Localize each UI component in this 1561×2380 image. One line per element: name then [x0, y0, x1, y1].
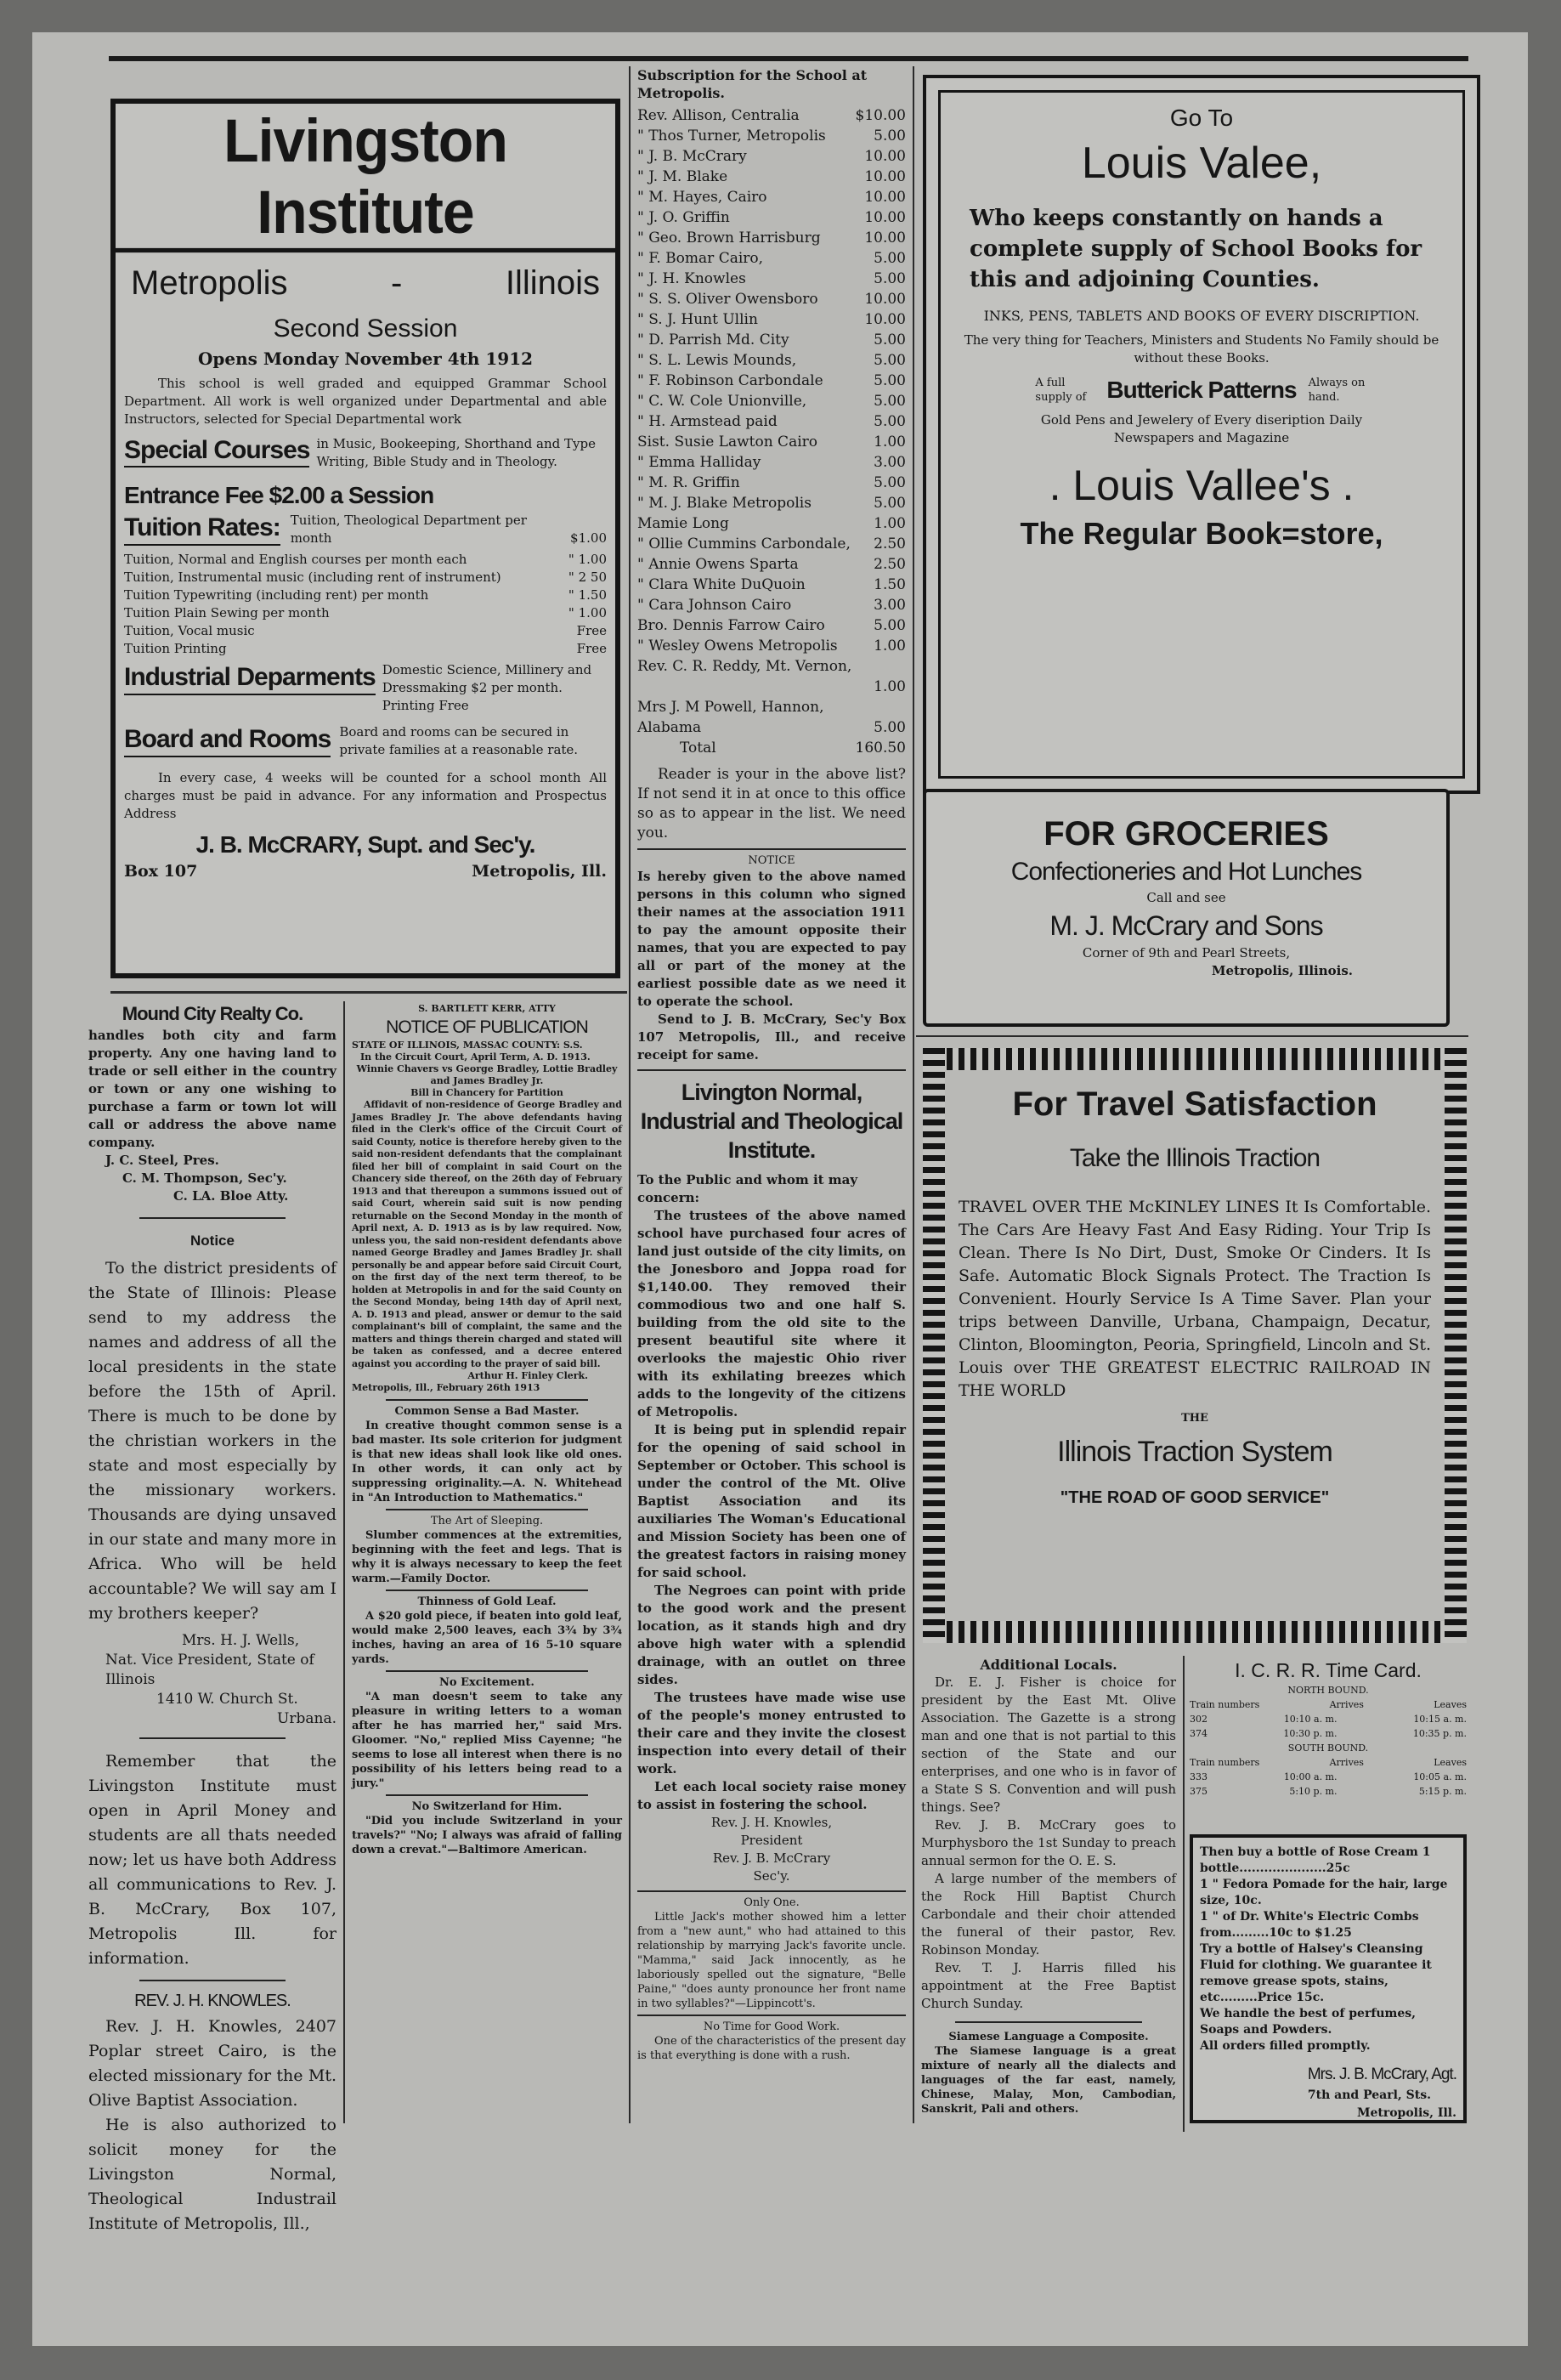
subscription-row: [637, 595, 906, 615]
subscriber-name: " Wesley Owens Metropolis: [637, 638, 838, 654]
zigzag-border: [1445, 1048, 1467, 1643]
column-rule: [629, 66, 631, 2123]
knowles-text: Rev. J. H. Knowles, 2407 Poplar street Cairo, is the elected missionary for the Mt. Olive Baptist Association.: [88, 2017, 337, 2110]
travel-slogan: "THE ROAD OF GOOD SERVICE": [1060, 1488, 1330, 1507]
normal-intro: To the Public and whom it may concern:: [637, 1172, 858, 1205]
groceries-call: Call and see: [1146, 890, 1226, 905]
ad-box: Box 107: [124, 862, 198, 881]
subscriber-amount: 10.00: [864, 189, 906, 206]
rate-label: Tuition Printing: [124, 641, 227, 656]
timecard-row: [1190, 1770, 1467, 1784]
subscriber-name: Rev. Allison, Centralia: [637, 107, 800, 124]
mound-text: handles both city and farm property. Any one having land to trade or sell either in the country or town or any one wishing to purchase a farm or town lot will call or address the above name company.: [88, 1028, 337, 1150]
timecard-col: Arrives: [1329, 1699, 1364, 1710]
subscription-row: [637, 228, 906, 248]
subscription-row: [637, 167, 906, 187]
ad-title: Livingston Institute: [116, 105, 615, 252]
normal-text2: It is being put in splendid repair for the opening of said school in September or October. This school is under the control of the Mt. Olive Baptist Association and its auxiliaries The Woman's Educational and Mission Society has been one of the greatest factors in raising money for said school.: [637, 1422, 906, 1580]
top-rule: [109, 56, 1468, 61]
groceries-ad: [923, 789, 1450, 1027]
notice-left-text: To the district presidents of the State of Illinois: Please send to my address the names and address of all the local presidents in the state before the 15th of April. There is much to be done by the christian workers in the state and most especially by the missionary workers. Thousands are dying unsaved in our state and many more in Africa. Who will be held accountable? We will say am I my brothers keeper?: [88, 1259, 337, 1623]
session-heading: Second Session: [273, 314, 458, 343]
subscriber-name: " S. J. Hunt Ullin: [637, 311, 758, 328]
siamese-text: The Siamese language is a great mixture of nearly all the dialects and languages of the far east, namely, Chinese, Malay, Mon, Cambodian, Sanskrit, Pali and others.: [921, 2045, 1176, 2116]
subscriber-name: " Annie Owens Sparta: [637, 556, 799, 573]
groceries-city: Metropolis, Illinois.: [1211, 963, 1353, 978]
board-text: Board and rooms can be secured in private families at a reasonable rate.: [339, 724, 579, 757]
industrial-heading: Industrial Deparments: [124, 661, 376, 695]
timecard-row: [1190, 1712, 1467, 1726]
tuition-theology: Tuition, Theological Department per month: [290, 513, 527, 546]
timecard-cell: Leaves: [1434, 1757, 1467, 1768]
notice-send: Send to J. B. McCrary, Sec'y Box 107 Metropolis, Ill., and receive receipt for same.: [637, 1012, 906, 1062]
subscriber-name: " F. Robinson Carbondale: [637, 372, 823, 389]
rate-price: " 2 50: [568, 570, 607, 585]
subscriber-name: " J. B. McCrary: [637, 148, 747, 165]
subscriber-amount: 5.00: [874, 617, 906, 634]
left-column: [88, 1001, 337, 2236]
pub-body: Affidavit of non-residence of George Bradley and James Bradley Jr. The above defendants having filed in the Clerk's office of the Circuit Court of said County, notice is therefore hereby given to the said non-resident defendants that the complainant filed her bill of complaint in said Court on the Chancery side thereof, on the 26th day of February 1913 and that thereupon a summons issued out of said Court, wherein said suit is now pending returnable on the Second Monday in the month of April next, A. D. 1913 as is by law required. Now, unless you, the said non-resident defendants above named George Bradley and James Bradley Jr. shall personally be and appear before said Circuit Court, on the first day of the next term thereof, to be holden at Metropolis in and for the said County on the Second Monday, being 14th day of April next, A. D. 1913 and plead, answer or demur to the said complainant's bill of complaint, the same and the matters and things therein charged and stated will be taken as confessed, and a decree entered against you according to the prayer of said bill.: [352, 1099, 622, 1369]
valee-always: Always on hand.: [1308, 377, 1366, 404]
livingston-institute-ad: [110, 99, 620, 978]
rate-price: " 1.00: [568, 605, 607, 620]
subscriber-name: " J. H. Knowles: [637, 270, 746, 287]
zigzag-border: [923, 1048, 945, 1643]
notime-heading: No Time for Good Work.: [703, 2020, 840, 2033]
special-text: in Music, Bookeeping, Shorthand and Type Writing, Bible Study and in Theology.: [316, 436, 596, 469]
timecard-col: Train numbers: [1190, 1699, 1260, 1710]
subscriber-name: " Clara White DuQuoin: [637, 576, 806, 593]
notice-text: Is hereby given to the above named persons in this column who signed their names at the association 1911 to pay the amount opposite their names, that you are expected to pay all or part of the money at the earliest possible date as we need it to operate the school.: [637, 869, 906, 1009]
subscriber-name: " S. S. Oliver Owensboro: [637, 291, 818, 308]
rose-city: Metropolis, Ill.: [1356, 2106, 1456, 2120]
subscription-row: [637, 697, 906, 738]
timecard-cell: 302: [1190, 1714, 1208, 1725]
pub-clerk: Arthur H. Finley Clerk.: [467, 1370, 588, 1381]
normal-sig1: Rev. J. H. Knowles,: [710, 1815, 833, 1830]
normal-sig2: President: [740, 1833, 803, 1848]
normal-text: The trustees of the above named school have purchased four acres of land just outside of the city limits, on the Jonesboro and Joppa road for $1,140.00. They removed their commodious two and one half S. building from the old site to the present beautiful site where it overlooks the majestic Ohio river with its exhilating breezes which adds to the longevity of the citizens of Metropolis.: [637, 1208, 906, 1420]
industrial-row: [124, 661, 607, 715]
remember-text: Remember that the Livingston Institute must open in April Money and students are all thats needed now; let us have both Address all communications to Rev. J. B. McCrary, Box 107, Metropolis Ill. for information.: [88, 1752, 337, 1968]
time-card: [1190, 1658, 1467, 1799]
groceries-name: M. J. McCrary and Sons: [1049, 910, 1323, 941]
rate-row: [124, 569, 607, 586]
city-right: Illinois: [505, 264, 600, 302]
subscriber-name: " Geo. Brown Harrisburg: [637, 230, 821, 246]
subscription-row: [637, 615, 906, 636]
notice-left-sig4: Urbana.: [277, 1710, 337, 1727]
siamese-heading: Siamese Language a Composite.: [948, 2031, 1149, 2043]
pub-bill: Bill in Chancery for Partition: [410, 1087, 563, 1098]
subscriber-amount: 5.00: [874, 474, 906, 491]
rate-label: Tuition, Instrumental music (including rent of instrument): [124, 570, 501, 585]
valee-patterns: Butterick Patterns: [1106, 377, 1297, 403]
subscriber-name: " C. W. Cole Unionville,: [637, 393, 807, 410]
rose-addr: 7th and Pearl, Sts.: [1307, 2088, 1431, 2102]
timecard-cell: 10:15 a. m.: [1413, 1714, 1467, 1725]
subscriber-amount: 1.00: [874, 515, 906, 532]
pub-heading: NOTICE OF PUBLICATION: [386, 1017, 588, 1037]
subscriber-name: " J. M. Blake: [637, 168, 728, 185]
timecard-cell: 374: [1190, 1728, 1208, 1739]
notice-heading: NOTICE: [748, 854, 795, 867]
ad-city-line: [124, 249, 607, 307]
rate-row: [124, 622, 607, 640]
subscriber-amount: 2.50: [874, 556, 906, 573]
travel-content: [952, 1077, 1438, 1614]
subscriber-amount: 5.00: [874, 352, 906, 369]
subscriber-amount: 1.00: [874, 638, 906, 654]
subscription-row: [637, 248, 906, 269]
valee-line3: The very thing for Teachers, Ministers and Students No Family should be without these Books.: [964, 332, 1439, 366]
subscriber-name: " D. Parrish Md. City: [637, 332, 789, 348]
mound-sig3: C. LA. Bloe Atty.: [173, 1188, 289, 1204]
timecard-row: [1190, 1784, 1467, 1799]
special-heading: Special Courses: [124, 435, 309, 468]
subscription-heading: Subscription for the School at Metropolis.: [637, 67, 868, 101]
section-rule: [110, 991, 627, 994]
ad-box-line: [124, 862, 607, 881]
subscriber-amount: 1.00: [874, 678, 906, 695]
zigzag-border: [923, 1048, 1467, 1070]
excitement-text: "A man doesn't seem to take any pleasure in writing letters to a woman after he has married her," said Mrs. Gloomer. "No," replied Miss Cayenne; "he seems to lose all interest when there is no possibility of his letters being read to a jury.": [352, 1691, 622, 1790]
timecard-cell: 5:10 p. m.: [1289, 1786, 1338, 1797]
switzerland-heading: No Switzerland for Him.: [411, 1800, 563, 1813]
subscription-row: [637, 575, 906, 595]
normal-text5: Let each local society raise money to assist in fostering the school.: [637, 1779, 906, 1812]
subscription-row: [637, 350, 906, 371]
rate-label: Tuition Typewriting (including rent) per month: [124, 587, 429, 603]
subscriber-amount: 5.00: [874, 719, 906, 736]
timecard-heading: I. C. R. R. Time Card.: [1235, 1659, 1422, 1681]
mound-heading: Mound City Realty Co.: [122, 1003, 303, 1024]
normal-heading: Livington Normal, Industrial and Theological Institute.: [640, 1080, 903, 1163]
rose-line3: 1 " of Dr. White's Electric Combs from.........10c to $1.25: [1200, 1910, 1419, 1940]
mound-sig1: J. C. Steel, Pres.: [105, 1153, 219, 1168]
subscriber-name: " M. Hayes, Cairo: [637, 189, 767, 206]
subscriber-name: Sist. Susie Lawton Cairo: [637, 434, 818, 450]
subscription-row: [637, 330, 906, 350]
timecard-cell: 10:05 a. m.: [1413, 1771, 1467, 1782]
subscription-row: [637, 452, 906, 473]
subscription-row: [637, 289, 906, 309]
timecard-cell: 5:15 p. m.: [1418, 1786, 1467, 1797]
valee-goto: Go To: [1169, 105, 1234, 131]
column-rule: [1183, 1656, 1185, 2132]
knowles-text2: He is also authorized to solicit money for the Livingston Normal, Theological Industrail Institute of Metropolis, Ill.,: [88, 2116, 337, 2233]
subscriber-amount: 5.00: [874, 332, 906, 348]
timecard-cell: 375: [1190, 1786, 1208, 1797]
subscription-list: [637, 105, 906, 656]
total-amount: 160.50: [855, 740, 906, 756]
subscriber-name: " F. Bomar Cairo,: [637, 250, 764, 267]
rate-label: Tuition, Vocal music: [124, 623, 255, 638]
subscriber-amount: 5.00: [874, 250, 906, 267]
subscription-column: [637, 66, 906, 2063]
subscription-row: [637, 493, 906, 513]
ad-intro: This school is well graded and equipped Grammar School Department. All work is well organized under Departmental and able Instructors, selected for Special Departmental work: [124, 376, 607, 427]
gold-text: A $20 gold piece, if beaten into gold leaf, would make 2,500 leaves, each 3¾ by 3¾ inches, having an area of 16 5-10 square yards.: [352, 1610, 622, 1666]
timecard-row: [1190, 1755, 1467, 1770]
timecard-cell: 10:35 p. m.: [1412, 1728, 1467, 1739]
gold-heading: Thinness of Gold Leaf.: [417, 1595, 557, 1608]
subscriber-amount: 2.50: [874, 536, 906, 552]
timecard-cell: 10:10 a. m.: [1283, 1714, 1338, 1725]
timecard-row: [1190, 1697, 1467, 1712]
subscription-row: [637, 371, 906, 391]
knowles-heading: REV. J. H. KNOWLES.: [134, 1992, 291, 2010]
timecard-cell: Train numbers: [1190, 1757, 1260, 1768]
locals-text2: Rev. J. B. McCrary goes to Murphysboro the 1st Sunday to preach annual sermon for the O. E. S.: [921, 1817, 1176, 1868]
travel-head: For Travel Satisfaction: [1012, 1085, 1377, 1123]
subscription-row: [637, 554, 906, 575]
newspaper-page: [32, 32, 1528, 2346]
rose-line2: 1 " Fedora Pomade for the hair, large size, 10c.: [1200, 1878, 1448, 1907]
subscriber-amount: 10.00: [864, 148, 906, 165]
subscriber-name: " M. R. Griffin: [637, 474, 740, 491]
onlyone-heading: Only One.: [744, 1896, 800, 1909]
section-rule: [916, 1035, 1468, 1037]
valee-line4: Gold Pens and Jewelery of Every diseription Daily Newspapers and Magazine: [1040, 412, 1363, 445]
notice-left-sig2: Nat. Vice President, State of Illinois: [105, 1652, 314, 1688]
rose-line6: All orders filled promptly.: [1200, 2039, 1371, 2053]
valee-patterns-row: [953, 376, 1451, 405]
timecard-cell: 10:00 a. m.: [1283, 1771, 1338, 1782]
pub-state: STATE OF ILLINOIS, MASSAC COUNTY: S.S.: [352, 1040, 583, 1051]
common-heading: Common Sense a Bad Master.: [394, 1405, 580, 1418]
subscriber-amount: 3.00: [874, 597, 906, 614]
rate-row: [124, 551, 607, 569]
groceries-sub: Confectioneries and Hot Lunches: [1010, 858, 1362, 886]
subscriber-amount: 10.00: [864, 311, 906, 328]
subscriber-name: " Emma Halliday: [637, 454, 761, 471]
rate-price: " 1.00: [568, 552, 607, 567]
board-row: [124, 723, 607, 759]
travel-system: Illinois Traction System: [1057, 1436, 1332, 1468]
column-rule: [913, 66, 914, 2123]
timecard-north: NORTH BOUND.: [1287, 1685, 1369, 1696]
subscriber-name: " J. O. Griffin: [637, 209, 730, 226]
subscription-row: [637, 473, 906, 493]
travel-body: TRAVEL OVER THE McKINLEY LINES It Is Comfortable. The Cars Are Heavy Fast And Easy Riding. Your Trip Is Clean. There Is No Dirt, Dust, Smoke Or Cinders. It Is Safe. Automatic Block Signals Protect. The Traction Is Convenient. Hourly Service Is A Time Saver. Plan your trips between Danville, Urbana, Champaign, Decatur, Clinton, Bloomington, Peoria, Springfield, Lincoln and St. Louis over THE GREATEST ELECTRIC RAILROAD IN THE WORLD: [959, 1198, 1431, 1400]
subscription-row: [637, 187, 906, 207]
entrance-fee: Entrance Fee $2.00 a Session: [124, 482, 434, 508]
rose-line4: Try a bottle of Halsey's Cleansing Fluid for clothing. We guarantee it remove grease spots, stains, etc.........Price 15c.: [1200, 1942, 1432, 2004]
tuition-theology-price: $1.00: [570, 530, 607, 546]
subscriber-name: Rev. C. R. Reddy, Mt. Vernon,: [637, 658, 852, 675]
subscription-row: [637, 146, 906, 167]
valee-inner-border: [938, 90, 1465, 779]
locals-text: Dr. E. J. Fisher is choice for president by the East Mt. Olive Association. The Gazette is a strong man and one that is not partial to this section of the State and our enterprises, and one who is in favor of a State S S. Convention and will push things. See?: [921, 1674, 1176, 1815]
subscriber-name: " Ollie Cummins Carbondale,: [637, 536, 851, 552]
column-rule: [343, 1001, 345, 2123]
industrial-text: Domestic Science, Millinery and Dressmaking $2 per month. Printing Free: [382, 662, 592, 713]
subscription-row: [637, 656, 906, 677]
subscriber-name: Mamie Long: [637, 515, 729, 532]
valee-line1: Who keeps constantly on hands a complete supply of School Books for this and adjoining Counties.: [970, 206, 1422, 292]
rate-row: [124, 604, 607, 622]
rate-price: " 1.50: [568, 587, 607, 603]
valee-name: Louis Valee,: [1081, 139, 1322, 188]
timecard-col: Leaves: [1434, 1699, 1467, 1710]
subscriber-amount: 5.00: [874, 270, 906, 287]
locals-text3: A large number of the members of the Rock Hill Baptist Church Carbondale and their choir attended the funeral of their pastor, Rev. Robinson Monday.: [921, 1871, 1176, 1958]
subscriber-name: " H. Armstead paid: [637, 413, 778, 430]
ad-box-city: Metropolis, Ill.: [472, 862, 607, 881]
valee-line2: INKS, PENS, TABLETS AND BOOKS OF EVERY DISCRIPTION.: [983, 308, 1420, 324]
subscriber-amount: $10.00: [855, 107, 906, 124]
subscriber-amount: 10.00: [864, 168, 906, 185]
subscriber-name: " M. J. Blake Metropolis: [637, 495, 812, 512]
special-courses: [124, 435, 607, 471]
reader-note: Reader is your in the above list? If not send it in at once to this office so as to appear in the list. We need you.: [637, 766, 906, 842]
louis-valee-ad: [923, 75, 1480, 794]
pub-date: Metropolis, Ill., February 26th 1913: [352, 1382, 540, 1393]
subscriber-amount: 3.00: [874, 454, 906, 471]
subscriber-amount: 5.00: [874, 372, 906, 389]
ad-signature: J. B. McCRARY, Supt. and Sec'y.: [195, 831, 535, 858]
groceries-head: FOR GROCERIES: [1043, 815, 1329, 853]
locals-column: [921, 1656, 1176, 2116]
rate-list: [124, 551, 607, 658]
locals-heading: Additional Locals.: [980, 1657, 1117, 1673]
subscriber-amount: 5.00: [874, 393, 906, 410]
subscription-row: [637, 269, 906, 289]
subscriber-amount: 5.00: [874, 495, 906, 512]
subscriber-name: " Cara Johnson Cairo: [637, 597, 792, 614]
ad-closing: In every case, 4 weeks will be counted for a school month All charges must be paid in advance. For any information and Prospectus Address: [124, 770, 607, 821]
switzerland-text: "Did you include Switzerland in your travels?" "No; I always was afraid of falling down a crevat."—Baltimore American.: [352, 1815, 622, 1856]
notice-left-heading: Notice: [190, 1232, 235, 1249]
timecard-row: [1190, 1726, 1467, 1741]
rose-line1: Then buy a bottle of Rose Cream 1 bottle.....................25c: [1200, 1845, 1431, 1875]
rose-cream-ad: [1190, 1834, 1467, 2123]
subscriber-amount: 5.00: [874, 128, 906, 144]
subscriber-amount: 1.50: [874, 576, 906, 593]
timecard-cell: Arrives: [1329, 1757, 1364, 1768]
groceries-addr: Corner of 9th and Pearl Streets,: [1082, 945, 1291, 960]
subscriber-name: Bro. Dennis Farrow Cairo: [637, 617, 825, 634]
valee-supply: A full supply of: [1035, 377, 1087, 404]
travel-ad: [923, 1048, 1467, 1643]
subscription-row: [637, 411, 906, 432]
subscription-row: [637, 513, 906, 534]
excitement-heading: No Excitement.: [439, 1676, 534, 1689]
subscriber-amount: 10.00: [864, 230, 906, 246]
subscription-row: [637, 534, 906, 554]
subscription-row: [637, 391, 906, 411]
zigzag-border: [923, 1621, 1467, 1643]
locals-text4: Rev. T. J. Harris filled his appointment at the Free Baptist Church Sunday.: [921, 1960, 1176, 2011]
subscriber-amount: 10.00: [864, 291, 906, 308]
timecard-cell: 333: [1190, 1771, 1208, 1782]
notice-left-sig1: Mrs. H. J. Wells,: [182, 1632, 300, 1649]
rate-row: [124, 586, 607, 604]
normal-text4: The trustees have made wise use of the people's money entrusted to their care and they invite the closest inspection into every detail of their work.: [637, 1690, 906, 1776]
rate-price: Free: [576, 641, 607, 656]
rate-price: Free: [576, 623, 607, 638]
legal-column: [352, 1001, 622, 1857]
valee-name2: . Louis Vallee's .: [1049, 462, 1355, 509]
notice-left-sig3: 1410 W. Church St.: [156, 1691, 298, 1708]
subscriber-name: Mrs J. M Powell, Hannon, Alabama: [637, 699, 824, 736]
city-dash: -: [391, 264, 403, 302]
subscription-row: [637, 432, 906, 452]
subscription-row: [637, 207, 906, 228]
tuition-head-row: [124, 512, 607, 547]
common-text: In creative thought common sense is a bad master. Its sole criterion for judgment is that new ideas shall look like old ones. In other words, it can only act by suppressing originality.—A. N. Whitehead in "An Introduction to Mathematics.": [352, 1420, 622, 1504]
rate-row: [124, 640, 607, 658]
subscription-row: [637, 126, 906, 146]
subscription-row: [637, 677, 906, 697]
travel-the: THE: [1181, 1412, 1208, 1425]
rose-sig: Mrs. J. B. McCrary, Agt.: [1307, 2066, 1456, 2083]
mound-sig2: C. M. Thompson, Sec'y.: [122, 1170, 287, 1186]
subscription-row: [637, 309, 906, 330]
normal-text3: The Negroes can point with pride to the good work and the present location, as it stands high and dry above high water with a splendid drainage, with an outlet on three sides.: [637, 1583, 906, 1687]
subscriber-amount: 1.00: [874, 434, 906, 450]
board-heading: Board and Rooms: [124, 723, 331, 757]
tuition-heading: Tuition Rates:: [124, 512, 280, 546]
subscriber-amount: 5.00: [874, 413, 906, 430]
valee-store: The Regular Book=store,: [1020, 516, 1383, 551]
onlyone-text: Little Jack's mother showed him a letter from a "new aunt," who had attained to this relationship by marrying Jack's favorite uncle. "Mamma," said Jack innocently, as he laboriously spelled out the signature, "Belle Paine," "does aunty pronounce her front name in two syllables?"—Lippincott's.: [637, 1911, 906, 2010]
pub-court: In the Circuit Court, April Term, A. D. 1913.: [360, 1051, 591, 1062]
notime-text: One of the characteristics of the present day is that everything is done with a rush.: [637, 2035, 906, 2062]
rate-label: Tuition, Normal and English courses per month each: [124, 552, 467, 567]
subscriber-amount: 10.00: [864, 209, 906, 226]
pub-atty: S. BARTLETT KERR, ATTY: [418, 1003, 556, 1014]
normal-sig4: Sec'y.: [753, 1868, 790, 1884]
timecard-south: SOUTH BOUND.: [1287, 1742, 1369, 1754]
sleeping-text: Slumber commences at the extremities, beginning with the feet and legs. That is why it is always necessary to keep the feet warm.—Family Doctor.: [352, 1529, 622, 1585]
travel-sub: Take the Illinois Traction: [1069, 1144, 1321, 1172]
rose-line5: We handle the best of perfumes, Soaps and Powders.: [1200, 2007, 1417, 2037]
opens-date: Opens Monday November 4th 1912: [197, 348, 534, 369]
sleeping-heading: The Art of Sleeping.: [430, 1515, 544, 1527]
city-left: Metropolis: [131, 264, 288, 302]
subscription-total: [637, 738, 906, 758]
rate-label: Tuition Plain Sewing per month: [124, 605, 330, 620]
subscriber-name: " S. L. Lewis Mounds,: [637, 352, 797, 369]
total-label: Total: [680, 740, 716, 756]
subscription-row: [637, 105, 906, 126]
normal-sig3: Rev. J. B. McCrary: [712, 1850, 831, 1866]
timecard-cell: 10:30 p. m.: [1283, 1728, 1338, 1739]
subscription-row: [637, 636, 906, 656]
pub-parties: Winnie Chavers vs George Bradley, Lottie Bradley and James Bradley Jr.: [356, 1063, 618, 1086]
subscriber-name: " Thos Turner, Metropolis: [637, 128, 826, 144]
